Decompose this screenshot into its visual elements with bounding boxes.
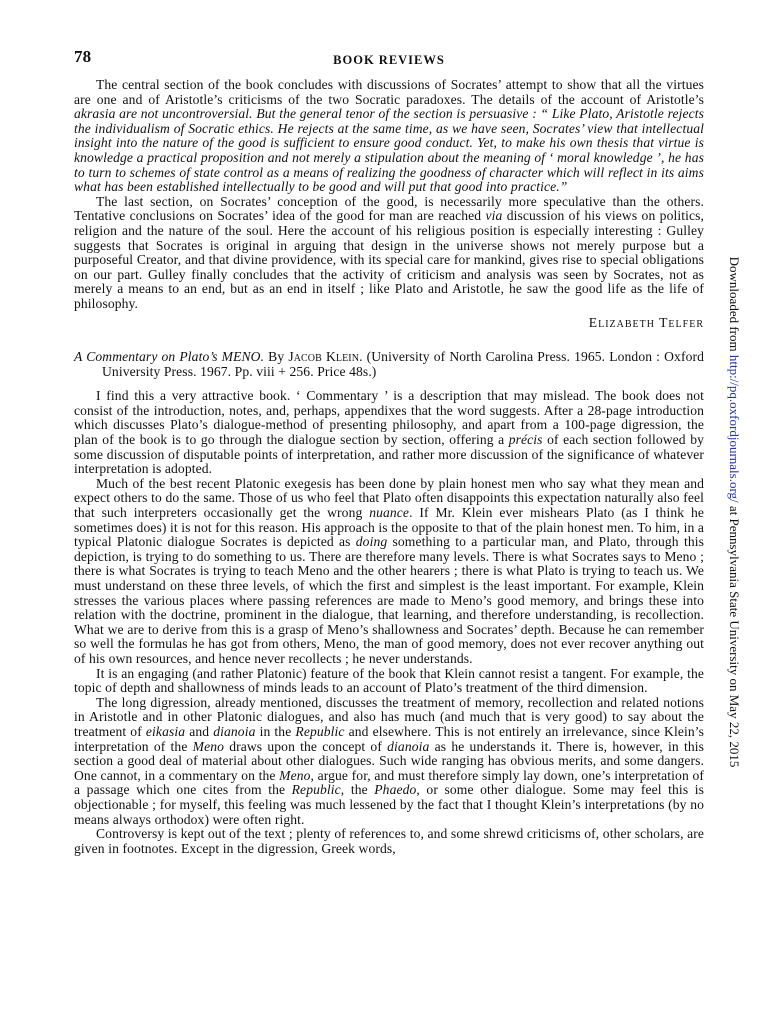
journal-page	[74, 47, 705, 856]
book-details: . (University of North Carolina Press. 1965. London : Oxford University Press. 1967. Pp. viii + 256. Price 48s.)	[102, 349, 704, 379]
download-notice: Downloaded from http://pq.oxfordjournals.org/ at Pennsylvania State University on May 22, 2015	[727, 256, 742, 768]
paragraph: I find this a very attractive book. ‘ Commentary ’ is a description that may mislead. The book does not consist of the introduction, notes, and, perhaps, appendixes that the word suggests. After a 28-page introduction which discusses Plato’s dialogue-method of presenting philosophy, and apart from a 100-page digression, the plan of the book is to go through the dialogue section by section, offering a précis of each section followed by some discussion of disputable points of interpretation, and rather more discussion of the significance of whatever interpretation is adopted.	[74, 388, 704, 477]
paragraph: It is an engaging (and rather Platonic) feature of the book that Klein cannot resist a tangent. For example, the topic of depth and shallowness of minds leads to an account of Plato’s treatment of the third dimension.	[74, 665, 704, 696]
page-header	[74, 47, 704, 72]
paragraph: Controversy is kept out of the text ; plenty of references to, and some shrewd criticisms of, other scholars, are given in footnotes. Except in the digression, Greek words,	[74, 826, 704, 856]
paragraph: The last section, on Socrates’ conception of the good, is necessarily more speculative than the others. Tentative conclusions on Socrates’ idea of the good for man are reached via discussion of his views on politics, religion and the nature of the soul. Here the account of his religious position is especially interesting : Gulley suggests that Socrates is original in arguing that design in the universe shows not merely purpose but a purposeful Creator, and that divine providence, with its special care for mankind, gives rise to special obligations on our part. Gulley finally concludes that the activity of criticism and analysis was seen by Socrates, not as merely a means to an end, but as an end in itself ; like Plato and Aristotle, he saw the good life as the life of philosophy.	[74, 193, 704, 311]
book-author: Jacob Klein	[288, 349, 360, 365]
reviewer-signature: Elizabeth Telfer	[588, 314, 704, 330]
page-number: 78	[74, 47, 92, 66]
paragraph: Much of the best recent Platonic exegesis has been done by plain honest men who say what they mean and expect others to do the same. Those of us who feel that Plato often disappoints this expectation naturally also feel that such interpreters occasionally get the wrong nuance. If Mr. Klein ever mishears Plato (as I think he sometimes does) it is not for this reason. His approach is the opposite to that of the plain honest men. To him, in a typical Platonic dialogue Socrates is depicted as doing something to a particular man, and Plato, through this depiction, is trying to do something to us. There are therefore many levels. There is what Socrates says to Meno ; there is what Socrates is trying to teach Meno and the other hearers ; there is what Plato is trying to teach us. We must understand on these three levels, of which the first and simplest is the least important. For example, Klein stresses the various places where passing references are made to Meno’s good memory, and brings these into relation with the doctrine, prominent in the dialogue, that learning, and therefore understanding, is recollection. What we are to derive from this is a grasp of Meno’s shallowness and Socrates’ depth. Because he can remember so well the formulas he has got from others, Meno, the man of good memory, does not ever recover anything out of his own resources, and hence never recollects ; he never understands.	[74, 475, 704, 666]
journal-link[interactable]: http://pq.oxfordjournals.org/	[727, 354, 742, 503]
review-heading: A Commentary on Plato’s MENO. By Jacob Klein. (University of North Carolina Press. 1965. London : Oxford University Press. 1967. Pp. viii + 256. Price 48s.)	[74, 349, 704, 379]
book-title: A Commentary on Plato’s MENO.	[74, 349, 265, 365]
running-head: BOOK REVIEWS	[333, 53, 445, 67]
paragraph: The long digression, already mentioned, discusses the treatment of memory, recollection and related notions in Aristotle and in other Platonic dialogues, and also has much (and much that is very good) to say about the treatment of eikasia and dianoia in the Republic and elsewhere. This is not entirely an irrelevance, since Klein’s interpretation of the Meno draws upon the concept of dianoia as he understands it. There is, however, in this section a good deal of material about other dialogues. Such wide ranging has obvious merits, and some dangers. One cannot, in a commentary on the Meno, argue for, and must therefore simply lay down, one’s interpretation of a passage which one cites from the Republic, the Phaedo, or some other dialogue. Some may feel this is objectionable ; for myself, this feeling was much lessened by the fact that I thought Klein’s interpretations (by no means always orthodox) were often right.	[74, 694, 705, 827]
paragraph: The central section of the book concludes with discussions of Socrates’ attempt to show that all the virtues are one and of Aristotle’s criticisms of the two Socratic paradoxes. The details of the account of Aristotle’s akrasia are not uncontroversial. But the general tenor of the section is persuasive : “ Like Plato, Aristotle rejects the individualism of Socratic ethics. He rejects at the same time, as we have seen, Socrates’ view that intellectual insight into the nature of the good is sufficient to ensure good conduct. Yet, to make his own thesis that virtue is knowledge a practical proposition and not merely a stipulation about the meaning of ‘ moral knowledge ’, he has to turn to schemes of state control as a means of realizing the goodness of character which will reflect in its aims what has been established intellectually to be good and will put that good into practice.”	[74, 77, 704, 195]
